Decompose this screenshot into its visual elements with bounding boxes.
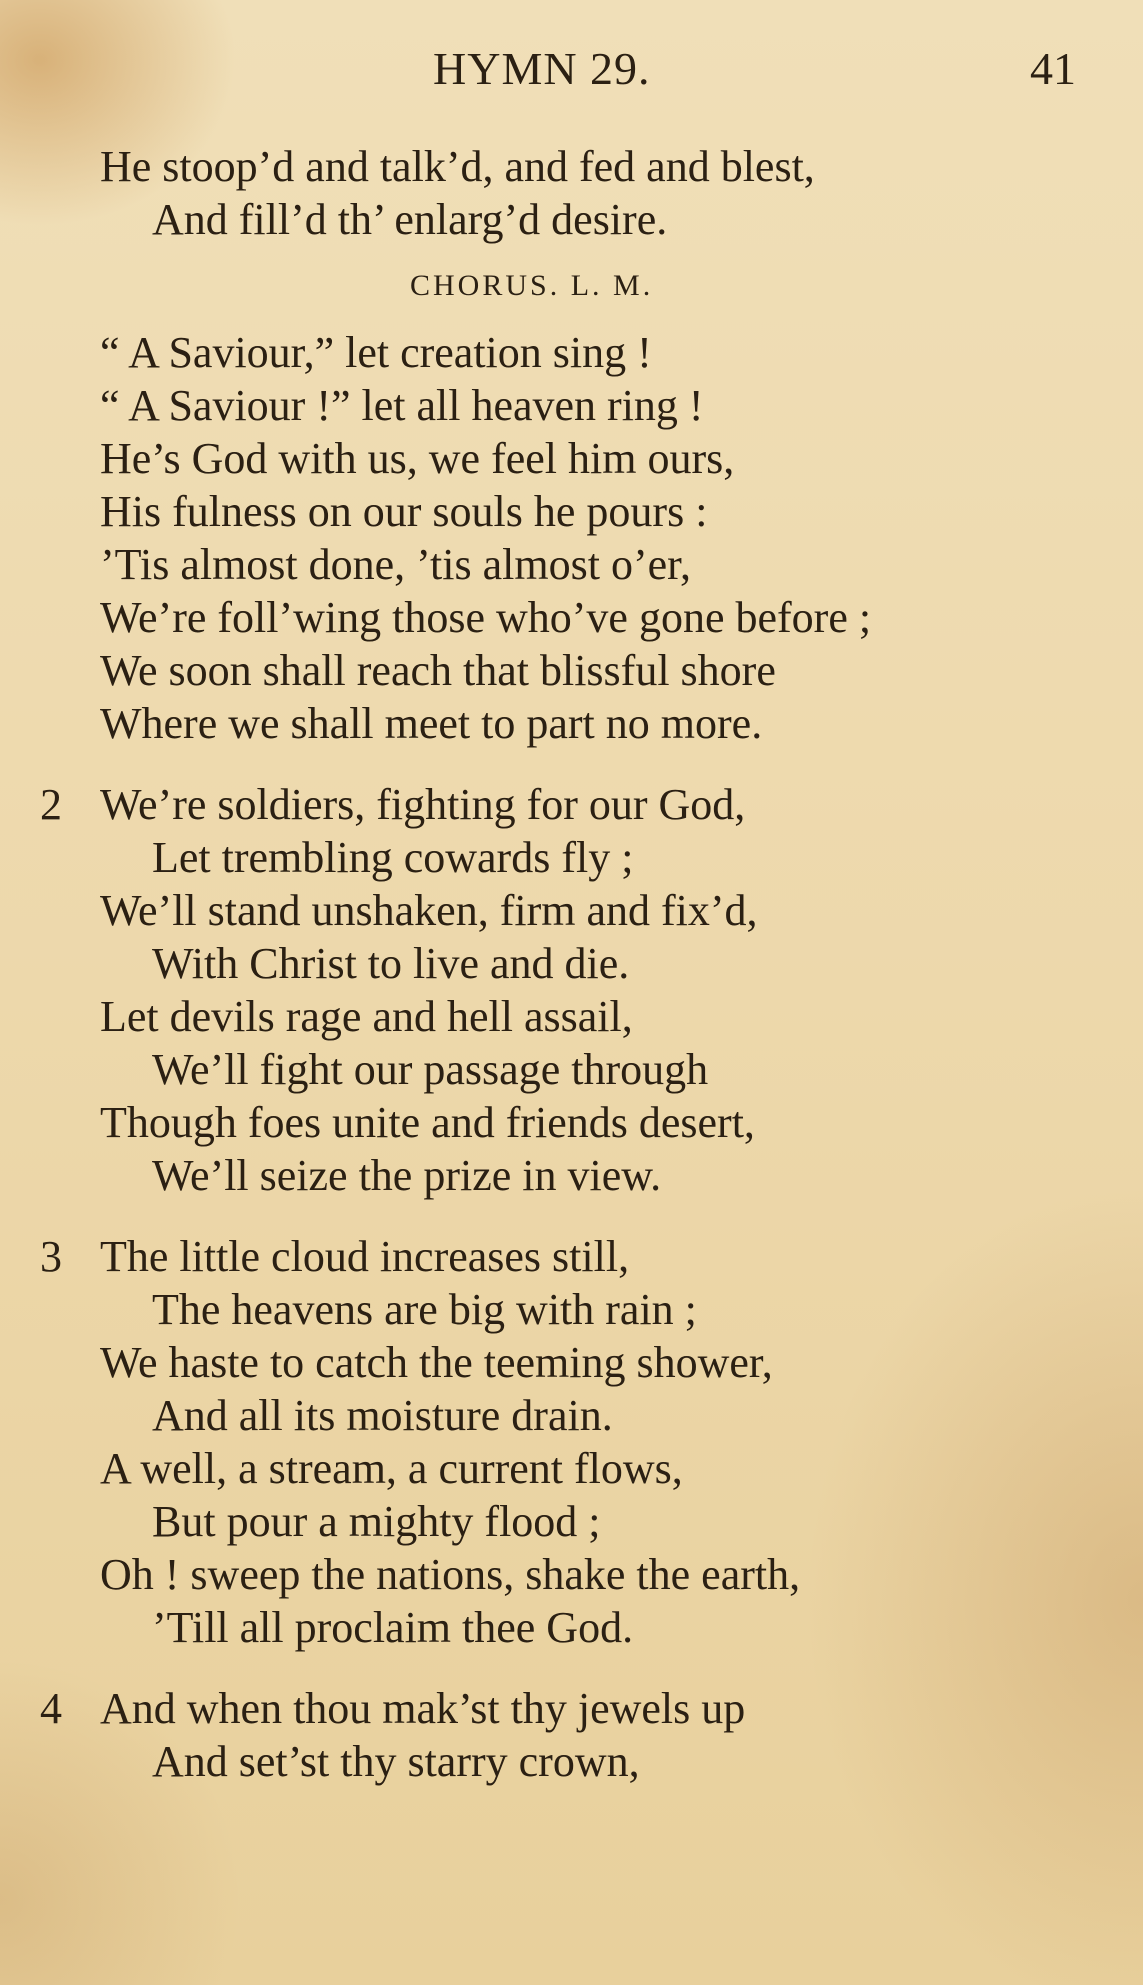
verse-line: And fill’d th’ enlarg’d desire. (152, 195, 668, 244)
verse-line: We haste to catch the teeming shower, (100, 1338, 773, 1387)
verse-line: A well, a stream, a current flows, (100, 1444, 683, 1493)
chorus-line: ’Tis almost done, ’tis almost o’er, (100, 540, 692, 589)
stanza-number: 4 (40, 1684, 62, 1733)
verse-line: Though foes unite and friends desert, (100, 1098, 755, 1147)
verse-line: He stoop’d and talk’d, and fed and blest, (100, 142, 815, 191)
verse-line: We’ll stand unshaken, firm and fix’d, (100, 886, 758, 935)
running-title: HYMN 29. (433, 43, 651, 94)
verse-line: Oh ! sweep the nations, shake the earth, (100, 1550, 801, 1599)
chorus-line: His fulness on our souls he pours : (100, 487, 708, 536)
verse-line: The heavens are big with rain ; (152, 1285, 697, 1334)
stanza-4 (0, 1682, 1143, 1788)
verse-line: With Christ to live and die. (152, 939, 630, 988)
stanza-number: 2 (40, 780, 62, 829)
verse-line: And all its moisture drain. (152, 1391, 613, 1440)
page-header (0, 42, 1143, 102)
page-number: 41 (1030, 43, 1076, 94)
verse-line: And set’st thy starry crown, (152, 1737, 640, 1786)
verse-line: We’ll seize the prize in view. (152, 1151, 662, 1200)
verse-line: 4 And when thou mak’st thy jewels up (40, 1684, 746, 1733)
chorus-line: “ A Saviour !” let all heaven ring ! (100, 381, 704, 430)
opening-lines (0, 140, 1143, 246)
verse-line: We’ll fight our passage through (152, 1045, 709, 1094)
chorus-line: He’s God with us, we feel him ours, (100, 434, 735, 483)
chorus-line: We soon shall reach that blissful shore (100, 646, 776, 695)
chorus-block (0, 326, 1143, 750)
verse-line: ’Till all proclaim thee God. (152, 1603, 634, 1652)
stanza-3 (0, 1230, 1143, 1654)
verse-line: Let trembling cowards fly ; (152, 833, 634, 882)
chorus-line: We’re foll’wing those who’ve gone before ; (100, 593, 872, 642)
verse-line: 3 The little cloud increases still, (40, 1232, 630, 1281)
chorus-line: Where we shall meet to part no more. (100, 699, 763, 748)
verse-line: Let devils rage and hell assail, (100, 992, 633, 1041)
verse-line: But pour a mighty flood ; (152, 1497, 601, 1546)
hymn-text (0, 140, 1143, 1788)
stanza-2 (0, 778, 1143, 1202)
verse-line: 2 We’re soldiers, fighting for our God, (40, 780, 746, 829)
stanza-number: 3 (40, 1232, 62, 1281)
chorus-line: “ A Saviour,” let creation sing ! (100, 328, 652, 377)
chorus-heading: CHORUS. L. M. (410, 269, 654, 302)
